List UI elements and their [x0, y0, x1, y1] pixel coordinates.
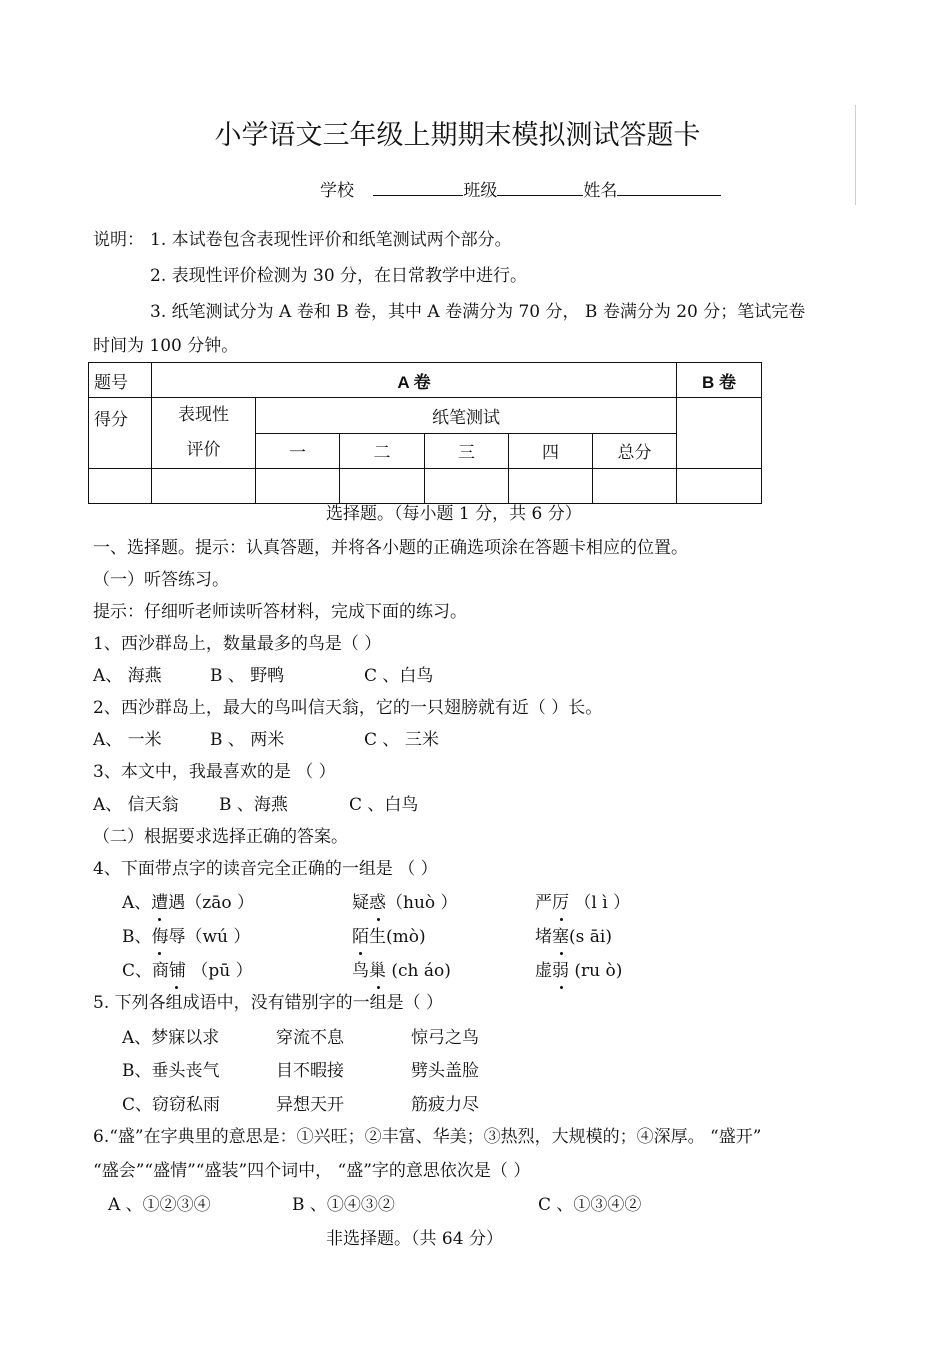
emphasis-dot: [553, 927, 570, 949]
q5-row-a-1[interactable]: A、梦寐以求: [122, 1028, 220, 1048]
q1-option-b[interactable]: B 、 野鸭: [210, 666, 285, 686]
biaoxian-line2: 评价: [186, 440, 221, 460]
col-2: 二: [340, 433, 425, 469]
q4-row-b-1[interactable]: B、侮辱（wú ）: [122, 927, 251, 947]
page-title: 小学语文三年级上期期末模拟测试答题卡: [214, 120, 701, 151]
emphasis-dot: [151, 927, 168, 949]
q4-row-c-3: 虚弱 (ru ò): [535, 961, 623, 981]
q4-row-a-2: 疑惑（huò ）: [352, 893, 458, 913]
q5-row-a-2: 穿流不息: [276, 1028, 344, 1048]
q3-option-c[interactable]: C 、白鸟: [349, 795, 419, 815]
cell-biaoxian: [152, 398, 256, 469]
q4-row-a-1[interactable]: A、遭遇（zāo ）: [122, 893, 255, 913]
q4-row-b-3: 堵塞(s āi): [535, 927, 612, 947]
question-3: 3、本文中，我最喜欢的是 （ ）: [93, 762, 336, 782]
question-4: 4、下面带点字的读音完全正确的一组是 （ ）: [93, 859, 438, 879]
q5-row-a-3: 惊弓之鸟: [411, 1028, 479, 1048]
question-6: 6.“盛”在字典里的意思是：①兴旺；②丰富、华美；③热烈，大规模的；④深厚。 “盛开”: [93, 1127, 762, 1147]
emphasis-dot: [352, 927, 369, 949]
q2-option-c[interactable]: C 、 三米: [364, 730, 439, 750]
col-3: 三: [425, 433, 509, 469]
q2-option-a[interactable]: A、 一米: [93, 730, 162, 750]
q4-row-a-3: 严厉 （l ì ）: [535, 893, 631, 913]
q6-option-b[interactable]: B 、①④③②: [292, 1195, 395, 1215]
part2-heading: （二）根据要求选择正确的答案。: [93, 827, 348, 847]
q1-option-c[interactable]: C 、白鸟: [364, 666, 434, 686]
class-blank[interactable]: [497, 177, 583, 196]
score-cell[interactable]: [593, 469, 677, 504]
q2-option-b[interactable]: B 、 两米: [210, 730, 285, 750]
score-cell[interactable]: [340, 469, 425, 504]
name-blank[interactable]: [617, 177, 721, 196]
score-table: [88, 362, 762, 504]
note-3: 3. 纸笔测试分为 A 卷和 B 卷，其中 A 卷满分为 70 分， B 卷满分为 20 分；笔试完卷: [150, 302, 806, 322]
notes-label: 说明：: [93, 230, 144, 250]
emphasis-dot: [370, 893, 387, 915]
emphasis-dot: [553, 961, 570, 983]
note-1: 1. 本试卷包含表现性评价和纸笔测试两个部分。: [150, 230, 512, 250]
emphasis-dot: [553, 893, 570, 915]
col-1: 一: [256, 433, 340, 469]
q4-row-c-1[interactable]: C、商铺 （pū ）: [122, 961, 253, 981]
cell-b-score: [677, 398, 762, 469]
score-cell[interactable]: [677, 469, 762, 504]
q4-row-c-2: 鸟巢 (ch áo): [352, 961, 451, 981]
score-cell[interactable]: [89, 469, 152, 504]
q4-row-b-2: 陌生(mò): [352, 927, 426, 947]
score-cell[interactable]: [152, 469, 256, 504]
school-blank[interactable]: [373, 177, 463, 196]
part1-heading: （一）听答练习。: [93, 570, 229, 590]
biaoxian-line1: 表现性: [178, 405, 229, 425]
q5-row-b-2: 目不暇接: [276, 1061, 344, 1081]
section2-heading: 非选择题。（共 64 分）: [326, 1229, 503, 1249]
emphasis-dot: [151, 893, 168, 915]
note-2: 2. 表现性评价检测为 30 分，在日常教学中进行。: [150, 266, 528, 286]
question-1: 1、西沙群岛上，数量最多的鸟是（ ）: [93, 634, 382, 654]
q6-option-a[interactable]: A 、①②③④: [108, 1195, 211, 1215]
part1-tip: 提示：仔细听老师读听答材料，完成下面的练习。: [93, 602, 467, 622]
q5-row-c-2: 异想天开: [276, 1095, 344, 1115]
student-info: [320, 176, 721, 201]
section1-heading: 选择题。（每小题 1 分，共 6 分）: [326, 504, 582, 524]
score-cell[interactable]: [425, 469, 509, 504]
section1-intro: 一、选择题。提示：认真答题，并将各小题的正确选项涂在答题卡相应的位置。: [93, 538, 688, 558]
q5-row-c-3: 筋疲力尽: [411, 1095, 479, 1115]
score-cell[interactable]: [256, 469, 340, 504]
score-cell[interactable]: [509, 469, 593, 504]
question-6-cont: “盛会”“盛情”“盛装”四个词中， “盛”字的意思依次是（ ）: [93, 1161, 531, 1181]
emphasis-dot: [370, 961, 387, 983]
q5-row-b-1[interactable]: B、垂头丧气: [122, 1061, 220, 1081]
cell-tihao: 题号: [89, 363, 152, 398]
cell-b-juan: B 卷: [677, 363, 762, 398]
name-label: 姓名: [583, 181, 618, 201]
cell-defen: 得分: [89, 398, 152, 469]
question-5: 5. 下列各组成语中，没有错别字的一组是（ ）: [93, 993, 444, 1013]
question-2: 2、西沙群岛上，最大的鸟叫信天翁，它的一只翅膀就有近（ ）长。: [93, 698, 603, 718]
emphasis-dot: [168, 961, 185, 983]
q5-row-b-3: 劈头盖脸: [411, 1061, 479, 1081]
q3-option-b[interactable]: B 、海燕: [219, 795, 288, 815]
school-label: 学校: [320, 181, 354, 201]
q6-option-c[interactable]: C 、①③④②: [538, 1195, 642, 1215]
cell-a-juan: A 卷: [152, 363, 677, 398]
q5-row-c-1[interactable]: C、窃窃私雨: [122, 1095, 221, 1115]
note-3-cont: 时间为 100 分钟。: [93, 336, 239, 356]
col-4: 四: [509, 433, 593, 469]
class-label: 班级: [463, 181, 498, 201]
col-total: 总分: [593, 433, 677, 469]
cell-zhibi: 纸笔测试: [256, 398, 677, 434]
q3-option-a[interactable]: A、 信天翁: [93, 795, 179, 815]
q1-option-a[interactable]: A、 海燕: [93, 666, 162, 686]
